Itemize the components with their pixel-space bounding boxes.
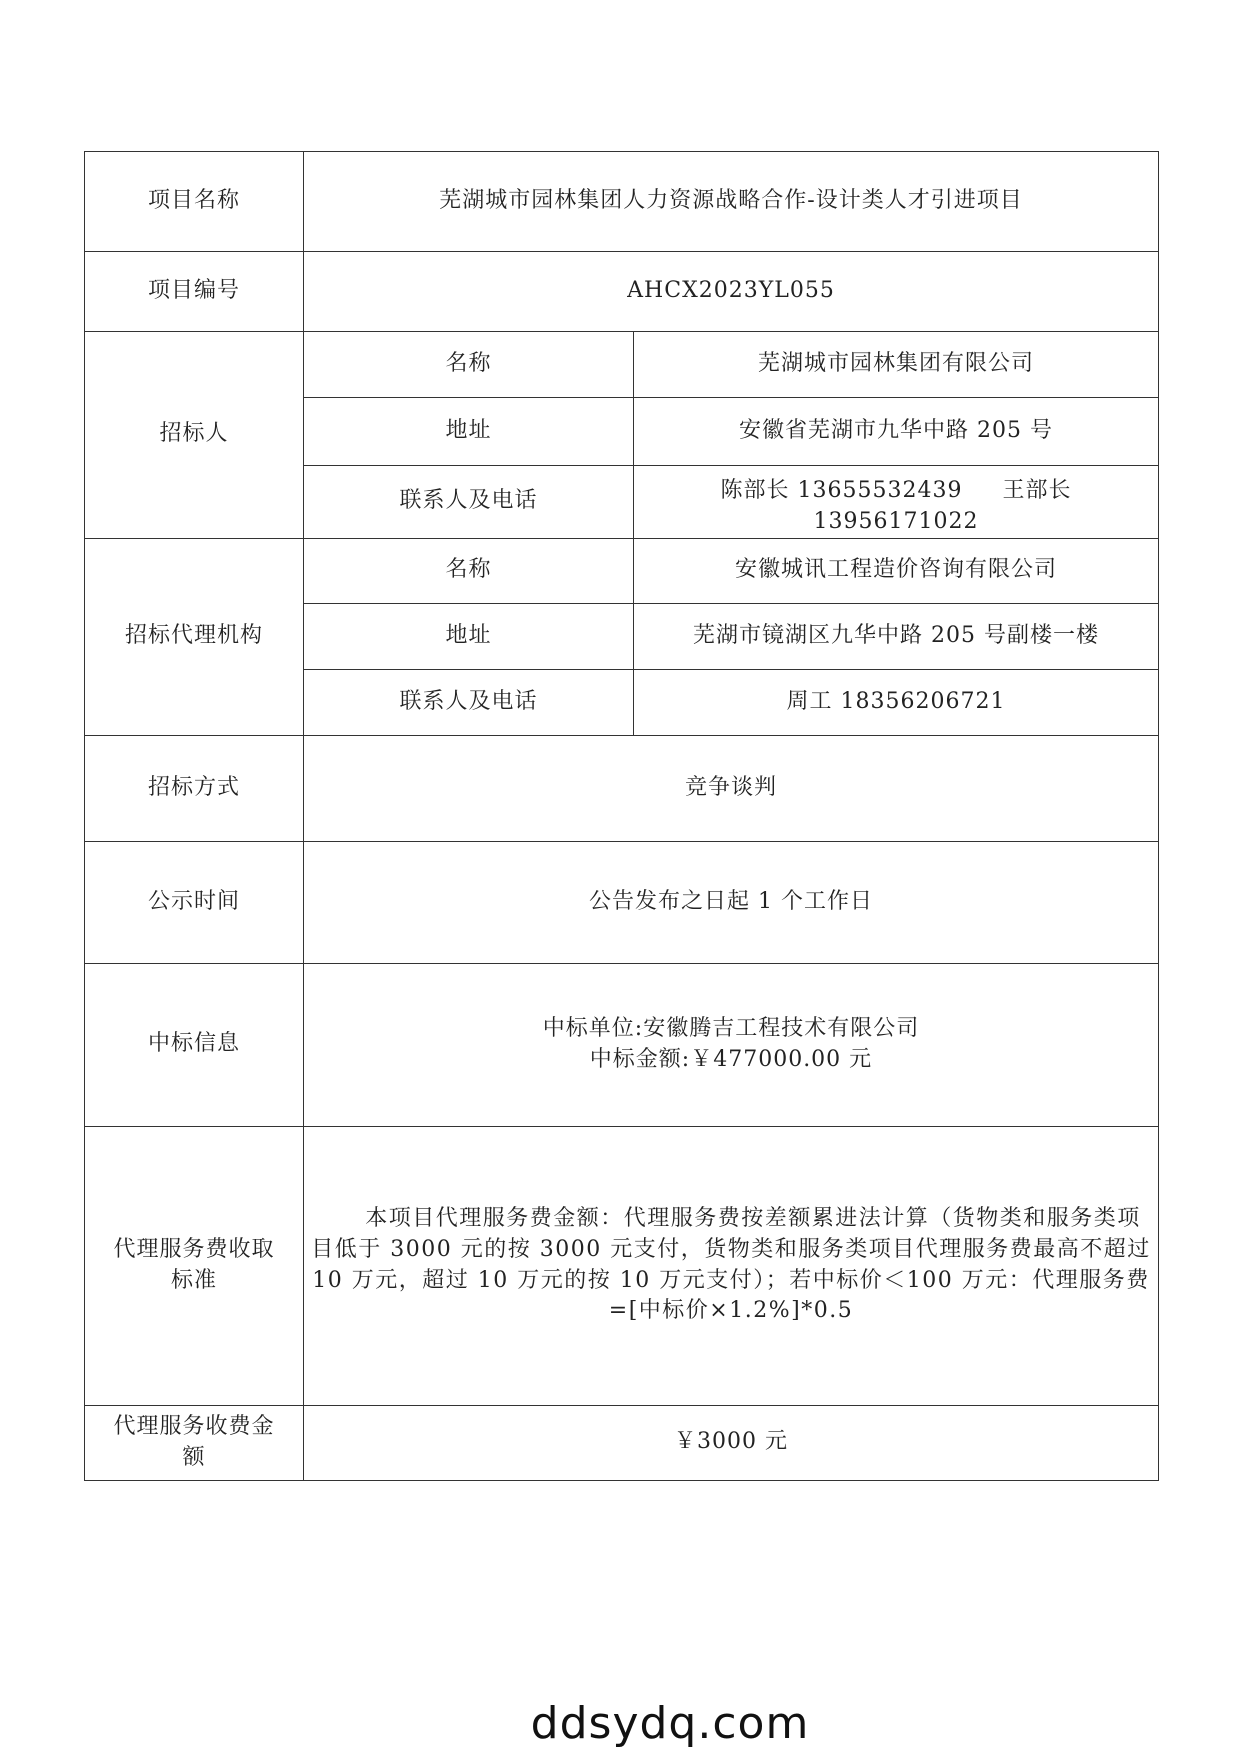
fee-standard-label: [85, 1126, 304, 1405]
row-tenderer-name: [85, 332, 1159, 398]
fee-amount-label-line1: 代理服务收费金: [113, 1413, 275, 1439]
result-table: [84, 151, 1159, 1481]
fee-standard-text-cell: [304, 1126, 1159, 1405]
row-publicity: [85, 841, 1159, 963]
agency-address-label: 地址: [304, 603, 634, 669]
award-label: 中标信息: [85, 963, 304, 1126]
tenderer-label: 招标人: [85, 332, 304, 539]
award-amount: 中标金额:￥477000.00 元: [589, 1046, 873, 1072]
watermark-text: ddsydq.com: [530, 1698, 810, 1749]
publicity-value: 公告发布之日起 1 个工作日: [304, 841, 1159, 963]
row-fee-amount: [85, 1405, 1159, 1480]
fee-amount-label: [85, 1405, 304, 1480]
tenderer-name-value: 芜湖城市园林集团有限公司: [634, 332, 1159, 398]
agency-address-value: 芜湖市镜湖区九华中路 205 号副楼一楼: [634, 603, 1159, 669]
agency-name-value: 安徽城讯工程造价咨询有限公司: [634, 538, 1159, 603]
project-name-label: 项目名称: [85, 152, 304, 252]
fee-standard-text: 本项目代理服务费金额：代理服务费按差额累进法计算（货物类和服务类项目低于 3000 元的按 3000 元支付，货物类和服务类项目代理服务费最高不超过 10 万元，超过 10 万元的按 10 万元支付）；若中标价＜100 万元：代理服务费=[中标价×1.2%]*0.5: [311, 1206, 1151, 1324]
row-method: [85, 735, 1159, 841]
row-project-name: [85, 152, 1159, 252]
project-name-value: 芜湖城市园林集团人力资源战略合作-设计类人才引进项目: [304, 152, 1159, 252]
method-value: 竞争谈判: [304, 735, 1159, 841]
award-winner: 中标单位:安徽腾吉工程技术有限公司: [542, 1015, 920, 1041]
project-code-label: 项目编号: [85, 252, 304, 332]
row-agency-name: [85, 538, 1159, 603]
tenderer-contact-value: [634, 466, 1159, 539]
fee-amount-label-line2: 额: [182, 1444, 206, 1470]
tenderer-address-value: 安徽省芜湖市九华中路 205 号: [634, 398, 1159, 466]
tenderer-contact-1: 陈部长 13655532439: [720, 478, 963, 503]
tenderer-contact-label: 联系人及电话: [304, 466, 634, 539]
row-award: [85, 963, 1159, 1126]
row-fee-standard: [85, 1126, 1159, 1405]
row-project-code: [85, 252, 1159, 332]
agency-name-label: 名称: [304, 538, 634, 603]
tenderer-address-label: 地址: [304, 398, 634, 466]
tenderer-name-label: 名称: [304, 332, 634, 398]
tenderer-contact-2: 王部长 13956171022: [813, 478, 1072, 534]
agency-label: 招标代理机构: [85, 538, 304, 735]
fee-amount-value: ￥3000 元: [304, 1405, 1159, 1480]
publicity-label: 公示时间: [85, 841, 304, 963]
fee-standard-label-line2: 标准: [170, 1267, 217, 1293]
project-code-value: AHCX2023YL055: [304, 252, 1159, 332]
agency-contact-value: 周工 18356206721: [634, 669, 1159, 735]
agency-contact-label: 联系人及电话: [304, 669, 634, 735]
fee-standard-label-line1: 代理服务费收取: [113, 1236, 275, 1262]
award-value: [304, 963, 1159, 1126]
method-label: 招标方式: [85, 735, 304, 841]
